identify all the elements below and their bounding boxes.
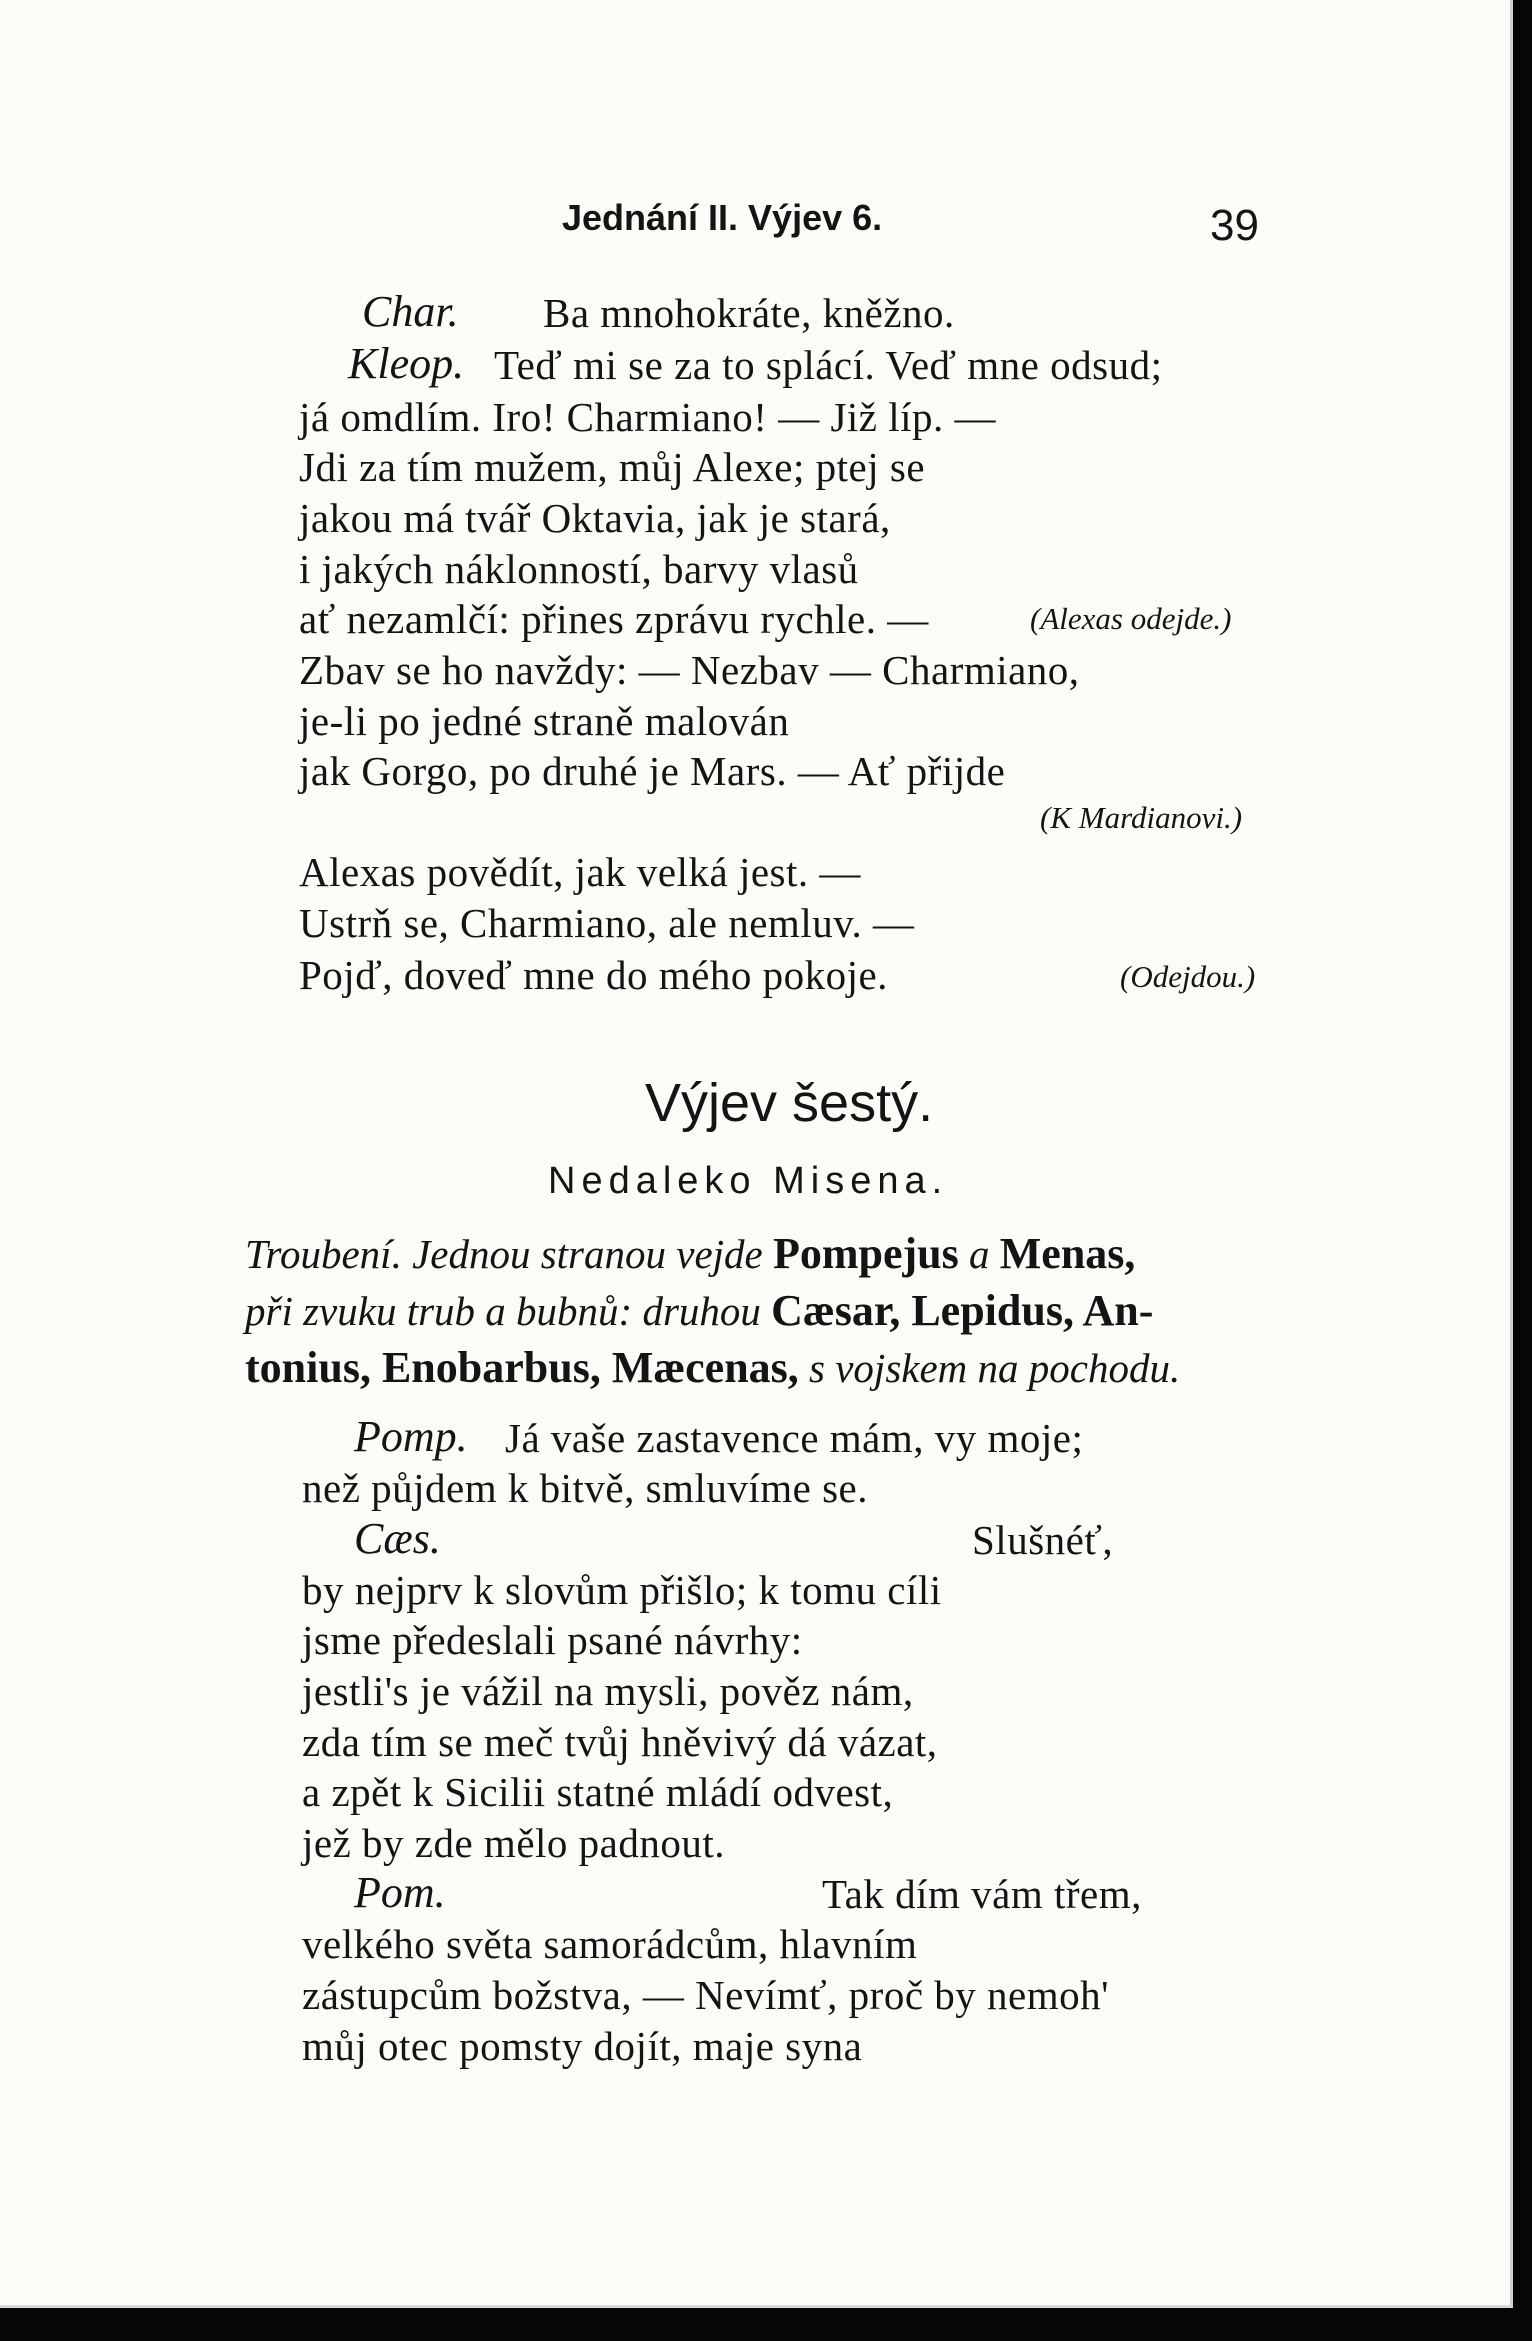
verse-line: než půjdem k bitvě, smluvíme se. [302, 1465, 868, 1511]
verse-line: jakou má tvář Oktavia, jak je stará, [299, 495, 891, 541]
speaker-caes: Cæs. [354, 1514, 441, 1563]
verse-line: jsme předeslali psané návrhy: [302, 1617, 803, 1663]
character-names: Cæsar, Lepidus, An- [771, 1286, 1154, 1335]
verse-line: zástupcům božstva, — Nevímť, proč by nemoh' [302, 1972, 1110, 2018]
verse-line: jak Gorgo, po druhé je Mars. — Ať přijde [299, 748, 1006, 794]
character-name-pompejus: Pompejus [773, 1229, 959, 1278]
verse-line: Zbav se ho navždy: — Nezbav — Charmiano, [299, 647, 1080, 693]
stage-direction-exeunt: (Odejdou.) [1120, 959, 1256, 994]
character-names: tonius, Enobarbus, Mæcenas, [245, 1343, 799, 1392]
page-number: 39 [1210, 201, 1259, 250]
stage-direction-alexas: (Alexas odejde.) [1030, 601, 1232, 636]
direction-text: při zvuku trub a bubnů: druhou [245, 1288, 761, 1334]
verse-line: zda tím se meč tvůj hněvivý dá vázat, [302, 1719, 938, 1765]
verse-line: jestli's je vážil na mysli, pověz nám, [302, 1668, 914, 1714]
speaker-char: Char. [362, 287, 459, 336]
scene-title: Výjev šestý. [645, 1073, 934, 1133]
verse-line: i jakých náklonností, barvy vlasů [299, 546, 859, 592]
direction-text: Troubení. Jednou stranou vejde [245, 1231, 763, 1277]
verse-line: Pojď, doveď mne do mého pokoje. [299, 952, 888, 998]
scene-location: Nedaleko Misena. [548, 1160, 949, 1202]
direction-text: s vojskem na pochodu. [809, 1345, 1181, 1391]
speaker-pom: Pom. [354, 1868, 446, 1917]
character-name-menas: Menas, [999, 1229, 1136, 1278]
verse-line: Jdi za tím mužem, můj Alexe; ptej se [299, 444, 926, 490]
stage-direction-mardian: (K Mardianovi.) [1040, 800, 1243, 835]
stage-direction-entrance [245, 1286, 1154, 1335]
verse-line: Já vaše zastavence mám, vy moje; [505, 1415, 1084, 1461]
verse-line: Teď mi se za to splácí. Veď mne odsud; [494, 342, 1163, 388]
stage-direction-entrance [245, 1229, 1136, 1278]
verse-line: Ba mnohokráte, kněžno. [543, 290, 955, 336]
verse-line: Alexas povědít, jak velká jest. — [299, 849, 861, 895]
verse-line: jež by zde mělo padnout. [302, 1820, 726, 1866]
direction-text: a [969, 1231, 990, 1277]
verse-line: Ustrň se, Charmiano, ale nemluv. — [299, 900, 915, 946]
speaker-kleop: Kleop. [348, 339, 465, 388]
verse-line: ať nezamlčí: přines zprávu rychle. — [299, 596, 929, 642]
verse-line: velkého světa samorádcům, hlavním [302, 1921, 918, 1967]
verse-line: já omdlím. Iro! Charmiano! — Již líp. — [299, 394, 997, 440]
speaker-pomp: Pomp. [354, 1412, 468, 1461]
verse-line: Slušnéť, [972, 1517, 1114, 1563]
verse-line: je-li po jedné straně malován [299, 698, 790, 744]
verse-line: a zpět k Sicilii statné mládí odvest, [302, 1769, 894, 1815]
verse-line: Tak dím vám třem, [822, 1871, 1142, 1917]
stage-direction-entrance [245, 1343, 1181, 1392]
running-header: Jednání II. Výjev 6. [562, 197, 883, 238]
verse-line: můj otec pomsty dojít, maje syna [302, 2023, 863, 2069]
verse-line: by nejprv k slovům přišlo; k tomu cíli [302, 1567, 942, 1613]
